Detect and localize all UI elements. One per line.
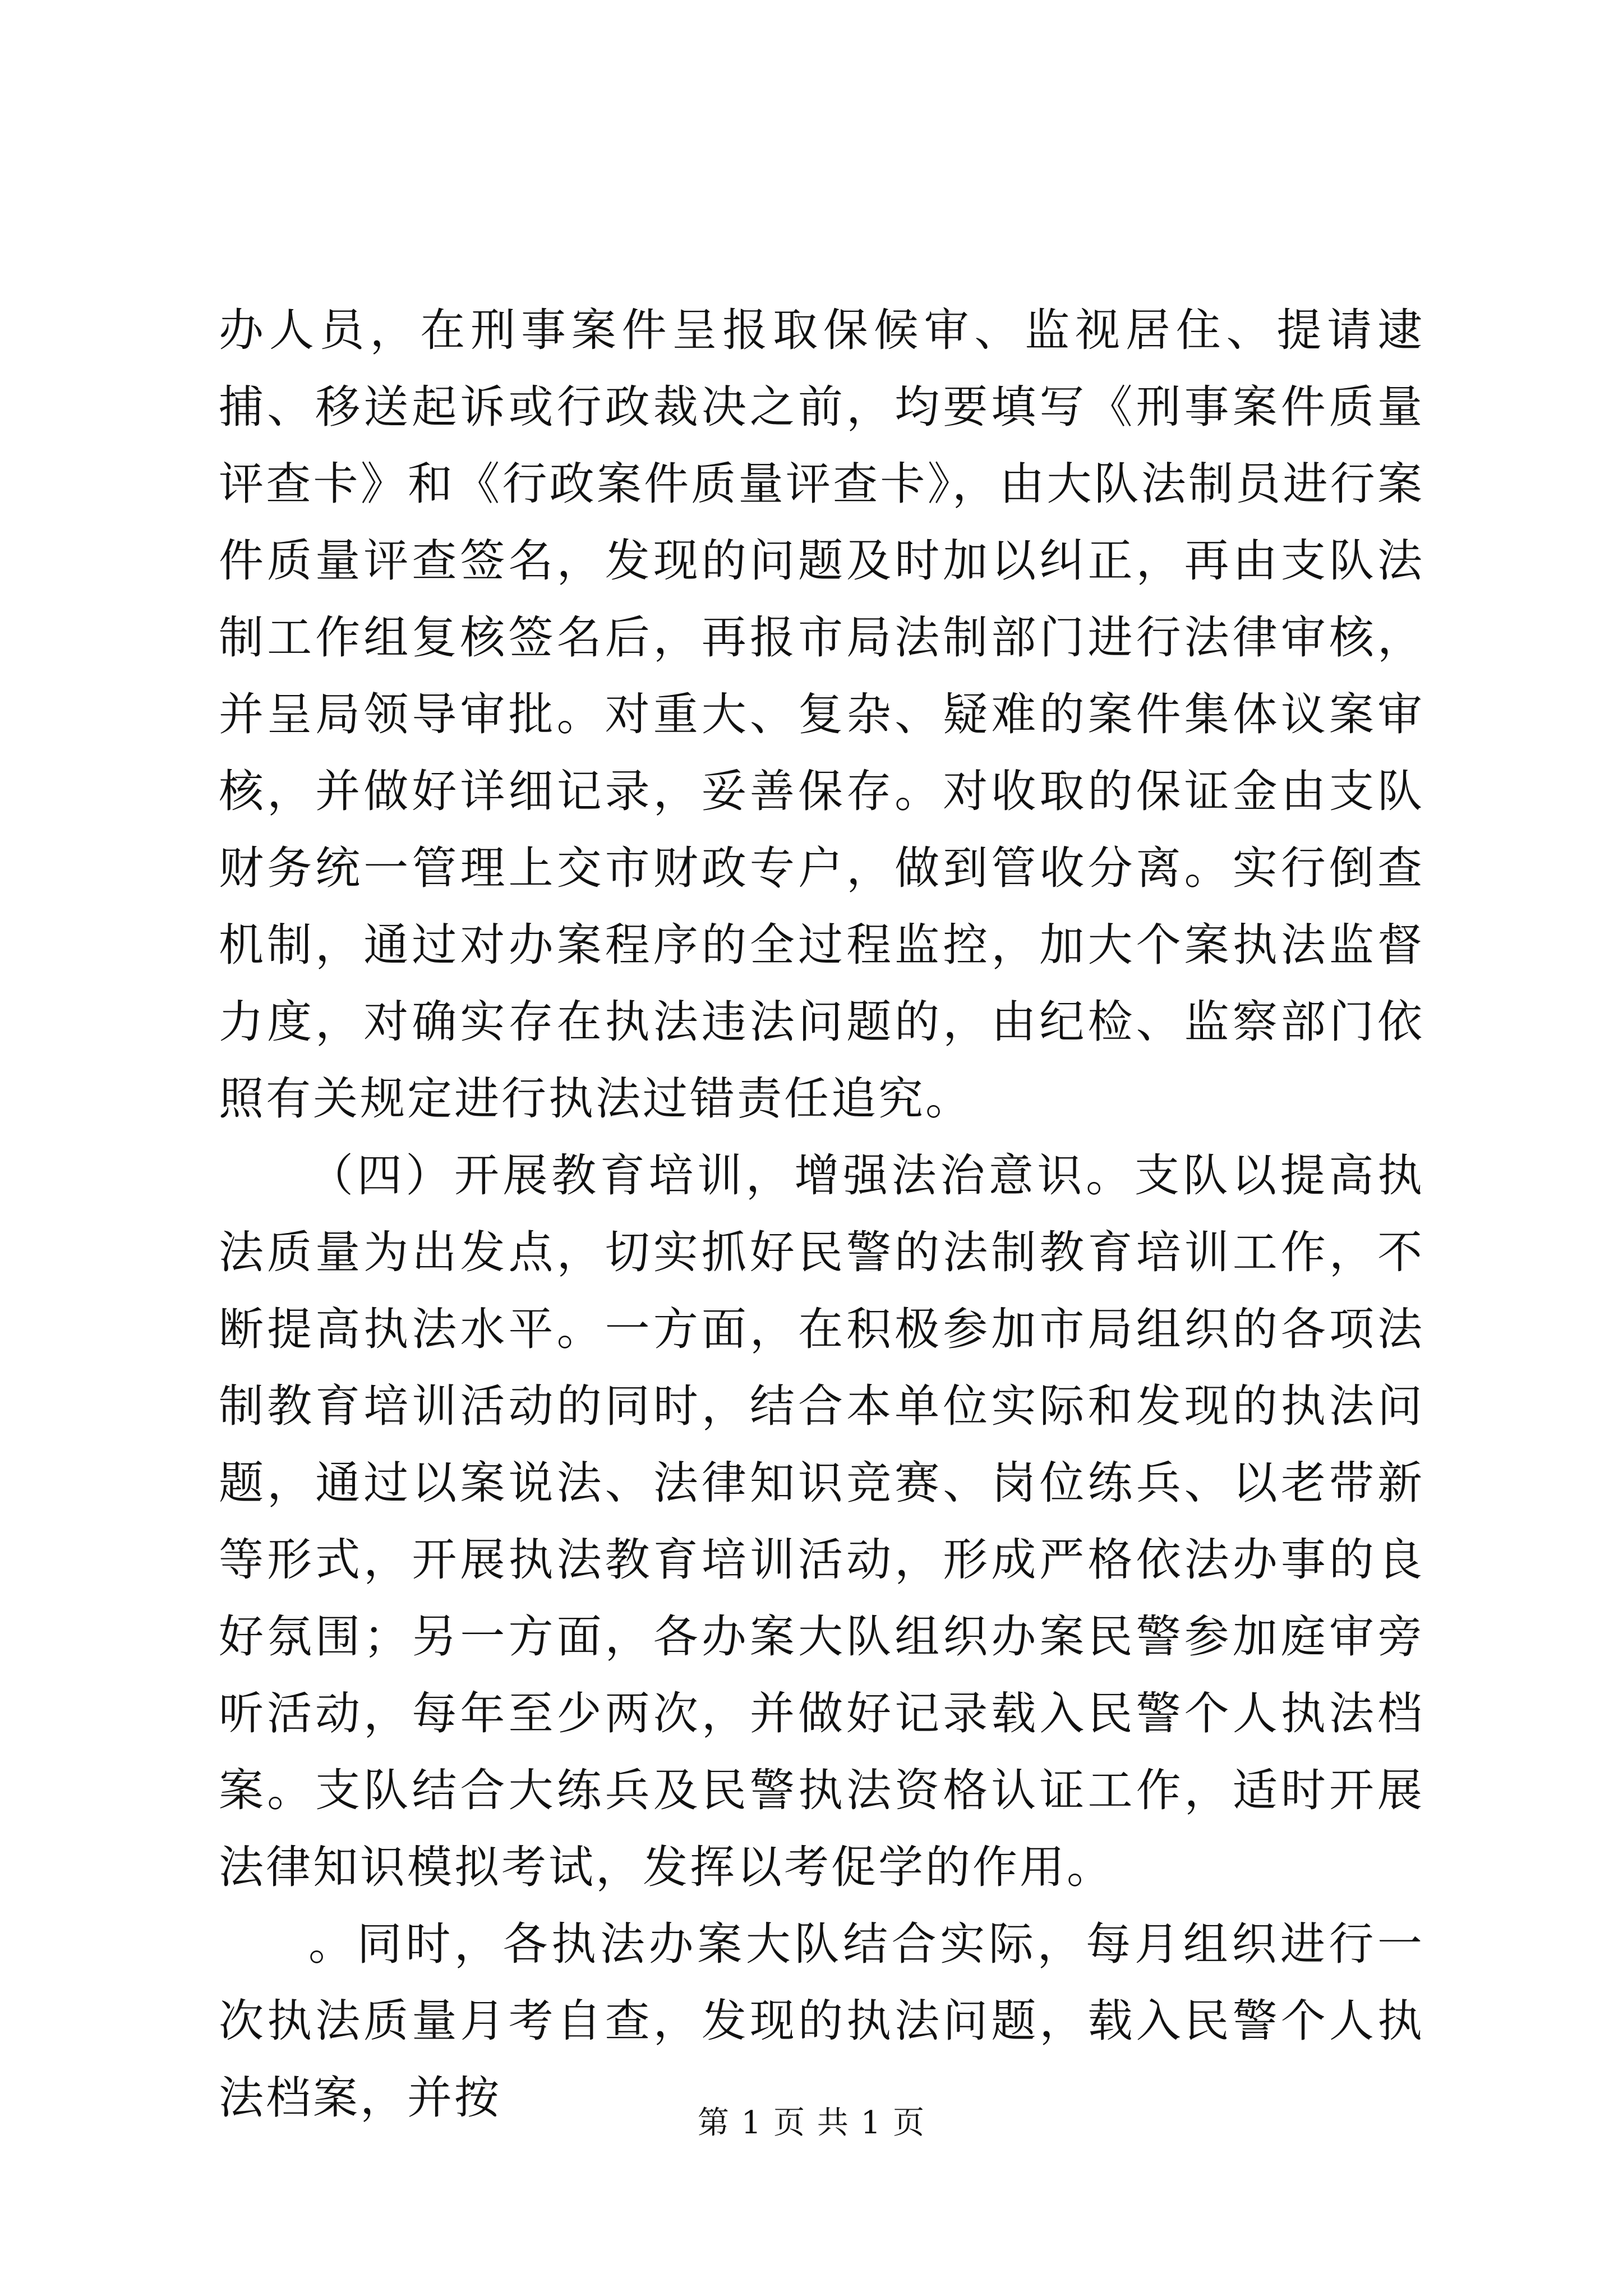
paragraph-continuation: 办人员，在刑事案件呈报取保候审、监视居住、提请逮捕、移送起诉或行政裁决之前，均要填写《刑事案件质量评查卡》和《行政案件质量评查卡》，由大队法制员进行案件质量评查签名，发现的问题及时加以纠正，再由支队法制工作组复核签名后，再报市局法制部门进行法律审核，并呈局领导审批。对重大、复杂、疑难的案件集体议案审核，并做好详细记录，妥善保存。对收取的保证金由支队财务统一管理上交市财政专户，做到管收分离。实行倒查机制，通过对办案程序的全过程监控，加大个案执法监督力度，对确实存在执法违法问题的，由纪检、监察部门依照有关规定进行执法过错责任追究。 — [219, 304, 1424, 1125]
paragraph-monthly-check: 。同时，各执法办案大队结合实际，每月组织进行一次执法质量月考自查，发现的执法问题，载入民警个人执法档案，并按 — [219, 1918, 1424, 2124]
document-body — [219, 292, 1424, 2136]
paragraph-education-training: （四）开展教育培训，增强法治意识。支队以提高执法质量为出发点，切实抓好民警的法制教育培训工作，不断提高执法水平。一方面，在积极参加市局组织的各项法制教育培训活动的同时，结合本单位实际和发现的执法问题，通过以案说法、法律知识竞赛、岗位练兵、以老带新等形式，开展执法教育培训活动，形成严格依法办事的良好氛围；另一方面，各办案大队组织办案民警参加庭审旁听活动，每年至少两次，并做好记录载入民警个人执法档案。支队结合大练兵及民警执法资格认证工作，适时开展法律知识模拟考试，发挥以考促学的作用。 — [219, 1149, 1424, 1893]
page-footer: 第 1 页 共 1 页 — [697, 2105, 926, 2141]
